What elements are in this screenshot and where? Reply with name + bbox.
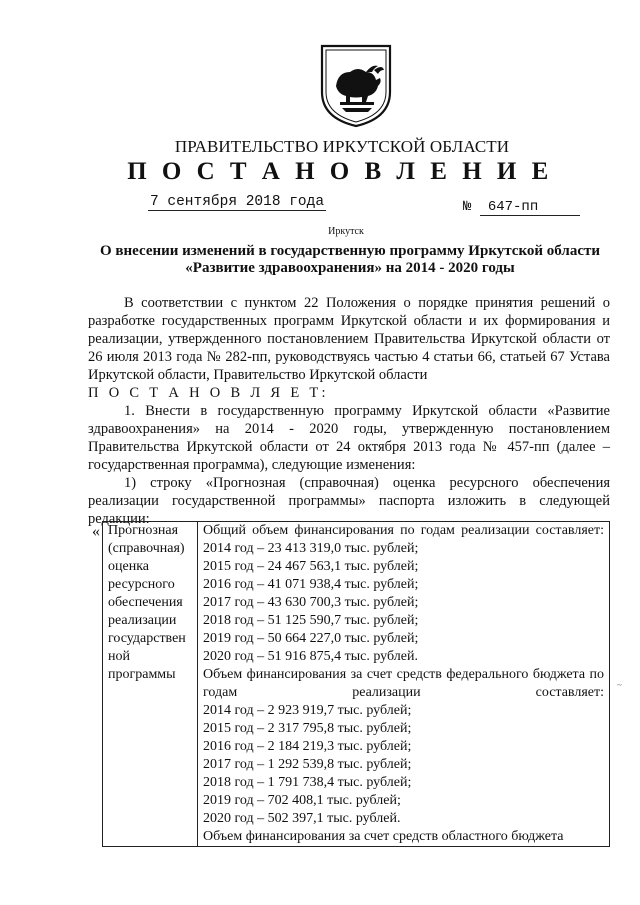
city-name: Иркутск [328,226,364,237]
row-label-line: обеспечения [108,595,183,610]
total-funding-year: 2017 год – 43 630 700,3 тыс. рублей; [203,595,419,610]
passport-row-table [102,521,610,847]
decree-title-line-2: «Развитие здравоохранения» на 2014 - 2020 годы [185,260,515,276]
decree-number-value: 647-пп [480,199,580,216]
subitem-1-paragraph: 1) строку «Прогнозная (справочная) оценка ресурсного обеспечения реализации государственной программы» паспорта изложить в следующей редакции: [88,475,610,527]
row-value-cell [198,522,610,847]
decree-title-line-1: О внесении изменений в государственную программу Иркутской области [99,243,601,259]
document-type: П О С Т А Н О В Л Е Н И Е [127,158,553,185]
table-row [103,522,610,847]
government-name: ПРАВИТЕЛЬСТВО ИРКУТСКОЙ ОБЛАСТИ [174,137,510,156]
item-1-paragraph: 1. Внести в государственную программу Иркутской области «Развитие здравоохранения» на 2014 - 2020 годы, утвержденную постановлением Правительства Иркутской области от 24 октября 2013 года № 457-пп (далее – государственная программа), следующие изменения: [88,403,610,473]
federal-funding-year: 2016 год – 2 184 219,3 тыс. рублей; [203,739,412,754]
decree-date-value: 7 сентября 2018 года [150,194,325,210]
decree-title [90,243,610,277]
total-funding-year: 2015 год – 24 467 563,1 тыс. рублей; [203,559,419,574]
federal-funding-year: 2017 год – 1 292 539,8 тыс. рублей; [203,757,412,772]
row-label-line: государствен [108,631,186,646]
decree-body [88,294,610,528]
decree-number [463,199,580,216]
total-funding-year: 2020 год – 51 916 875,4 тыс. рублей. [203,649,418,664]
row-label-line: (справочная) [108,541,185,556]
row-label-line: ресурсного [108,577,175,592]
federal-funding-year: 2015 год – 2 317 795,8 тыс. рублей; [203,721,412,736]
federal-funding-year: 2019 год – 702 408,1 тыс. рублей; [203,793,401,808]
resolves-heading: П О С Т А Н О В Л Я Е Т: [88,385,329,401]
total-funding-year: 2014 год – 23 413 319,0 тыс. рублей; [203,541,419,556]
preamble-paragraph: В соответствии с пунктом 22 Положения о порядке принятия решений о разработке государственных программ Иркутской области и их формирования и реализации, утвержденного постановлением Правительства Иркутской области от 26 июля 2013 года № 282-пп, руководствуясь частью 4 статьи 66, статьей 67 Устава Иркутской области, Правительство Иркутской области [88,295,610,383]
federal-funding-heading: Объем финансирования за счет средств федерального бюджета по годам реализации составляет: [203,667,604,700]
opening-quote: « [92,523,100,540]
margin-mark: ~ [617,680,622,690]
irkutsk-coat-of-arms-icon [318,42,394,128]
regional-funding-heading: Объем финансирования за счет средств областного бюджета [203,829,564,844]
row-label-line: оценка [108,559,150,574]
total-funding-heading: Общий объем финансирования по годам реализации составляет: [203,523,604,538]
row-label-line: реализации [108,613,177,628]
federal-funding-year: 2018 год – 1 791 738,4 тыс. рублей; [203,775,412,790]
total-funding-year: 2018 год – 51 125 590,7 тыс. рублей; [203,613,419,628]
decree-date [148,194,326,210]
row-label-line: Прогнозная [108,523,179,538]
federal-funding-year: 2014 год – 2 923 919,7 тыс. рублей; [203,703,412,718]
total-funding-year: 2016 год – 41 071 938,4 тыс. рублей; [203,577,419,592]
federal-funding-year: 2020 год – 502 397,1 тыс. рублей. [203,811,401,826]
total-funding-year: 2019 год – 50 664 227,0 тыс. рублей; [203,631,419,646]
row-label-cell [103,522,198,847]
row-label-line: программы [108,667,176,682]
row-label-line: ной [108,649,130,664]
number-prefix: № [463,199,472,215]
